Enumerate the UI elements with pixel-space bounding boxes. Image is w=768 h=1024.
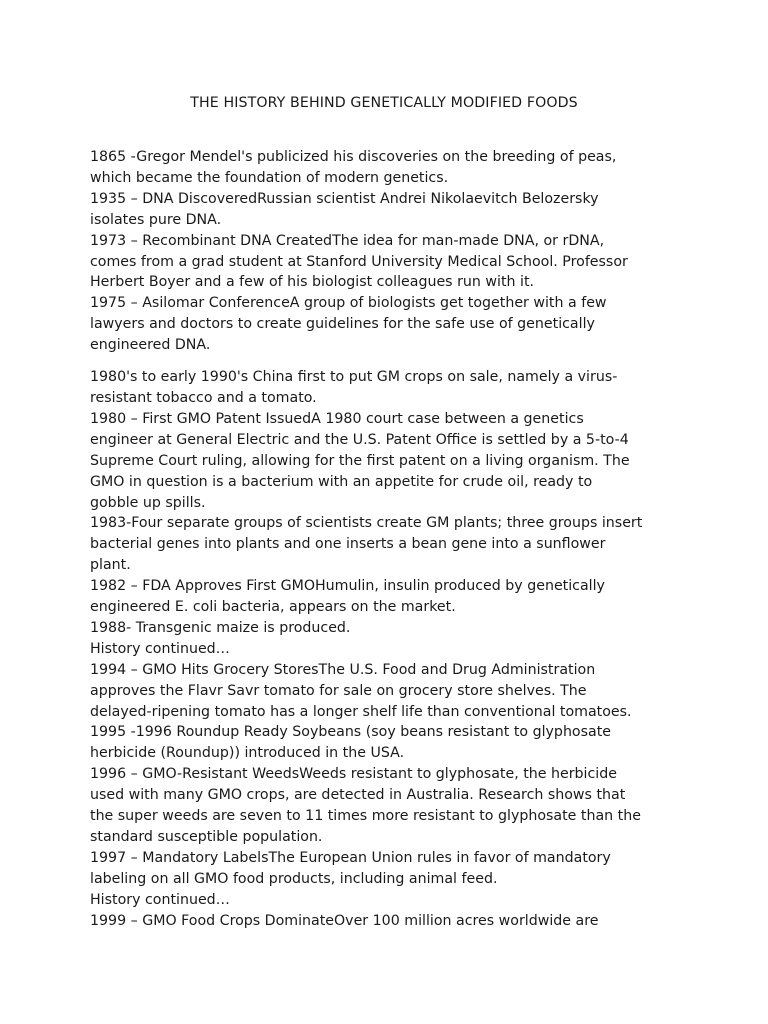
text-line: 1997 – Mandatory LabelsThe European Union rules in favor of mandatory <box>90 849 611 866</box>
paragraph-early-history <box>90 147 690 356</box>
text-line: delayed-ripening tomato has a longer shelf life than conventional tomatoes. <box>90 703 632 720</box>
text-line: 1973 – Recombinant DNA CreatedThe idea for man-made DNA, or rDNA, <box>90 232 605 249</box>
text-line: resistant tobacco and a tomato. <box>90 389 317 406</box>
text-line: 1865 -Gregor Mendel's publicized his discoveries on the breeding of peas, <box>90 149 617 165</box>
text-line: lawyers and doctors to create guidelines for the safe use of genetically <box>90 316 595 333</box>
text-line: 1994 – GMO Hits Grocery StoresThe U.S. Food and Drug Administration <box>90 661 596 678</box>
document-title: THE HISTORY BEHIND GENETICALLY MODIFIED FOODS <box>190 95 578 111</box>
text-line: 1983-Four separate groups of scientists create GM plants; three groups insert <box>90 515 643 532</box>
text-line: approves the Flavr Savr tomato for sale on grocery store shelves. The <box>90 682 587 699</box>
text-line: standard susceptible population. <box>90 829 323 845</box>
text-line: which became the foundation of modern genetics. <box>90 169 449 186</box>
text-line: the super weeds are seven to 11 times more resistant to glyphosate than the <box>90 808 641 825</box>
text-line: 1995 -1996 Roundup Ready Soybeans (soy beans resistant to glyphosate <box>90 724 611 741</box>
text-line: 1980's to early 1990's China first to put GM crops on sale, namely a virus- <box>90 369 618 386</box>
text-line: plant. <box>90 557 131 574</box>
paragraph-later-history <box>90 367 690 931</box>
text-line: labeling on all GMO food products, including animal feed. <box>90 870 498 887</box>
text-line: Herbert Boyer and a few of his biologist colleagues run with it. <box>90 274 535 291</box>
text-line: 1996 – GMO-Resistant WeedsWeeds resistant to glyphosate, the herbicide <box>90 766 617 783</box>
text-line: 1988- Transgenic maize is produced. <box>90 619 351 636</box>
text-line: 1980 – First GMO Patent IssuedA 1980 court case between a genetics <box>90 410 584 427</box>
text-line: GMO in question is a bacterium with an appetite for crude oil, ready to <box>90 473 593 490</box>
text-line: Supreme Court ruling, allowing for the first patent on a living organism. The <box>90 452 630 469</box>
text-line: bacterial genes into plants and one inserts a bean gene into a sunflower <box>90 536 606 553</box>
text-line: gobble up spills. <box>90 494 206 511</box>
text-line: History continued… <box>90 640 230 657</box>
text-line: 1982 – FDA Approves First GMOHumulin, insulin produced by genetically <box>90 578 605 595</box>
text-line: 1975 – Asilomar ConferenceA group of biologists get together with a few <box>90 295 607 312</box>
text-line: used with many GMO crops, are detected in Australia. Research shows that <box>90 787 626 804</box>
text-line: 1935 – DNA DiscoveredRussian scientist Andrei Nikolaevitch Belozersky <box>90 190 599 207</box>
text-line: engineered DNA. <box>90 337 211 354</box>
text-line: herbicide (Roundup)) introduced in the USA. <box>90 745 405 762</box>
text-line: engineered E. coli bacteria, appears on the market. <box>90 599 456 616</box>
text-line: History continued… <box>90 891 230 908</box>
text-line: 1999 – GMO Food Crops DominateOver 100 million acres worldwide are <box>90 912 599 929</box>
text-line: comes from a grad student at Stanford University Medical School. Professor <box>90 253 628 270</box>
document-body <box>90 147 690 932</box>
text-line: engineer at General Electric and the U.S. Patent Office is settled by a 5-to-4 <box>90 431 629 448</box>
text-line: isolates pure DNA. <box>90 211 222 228</box>
